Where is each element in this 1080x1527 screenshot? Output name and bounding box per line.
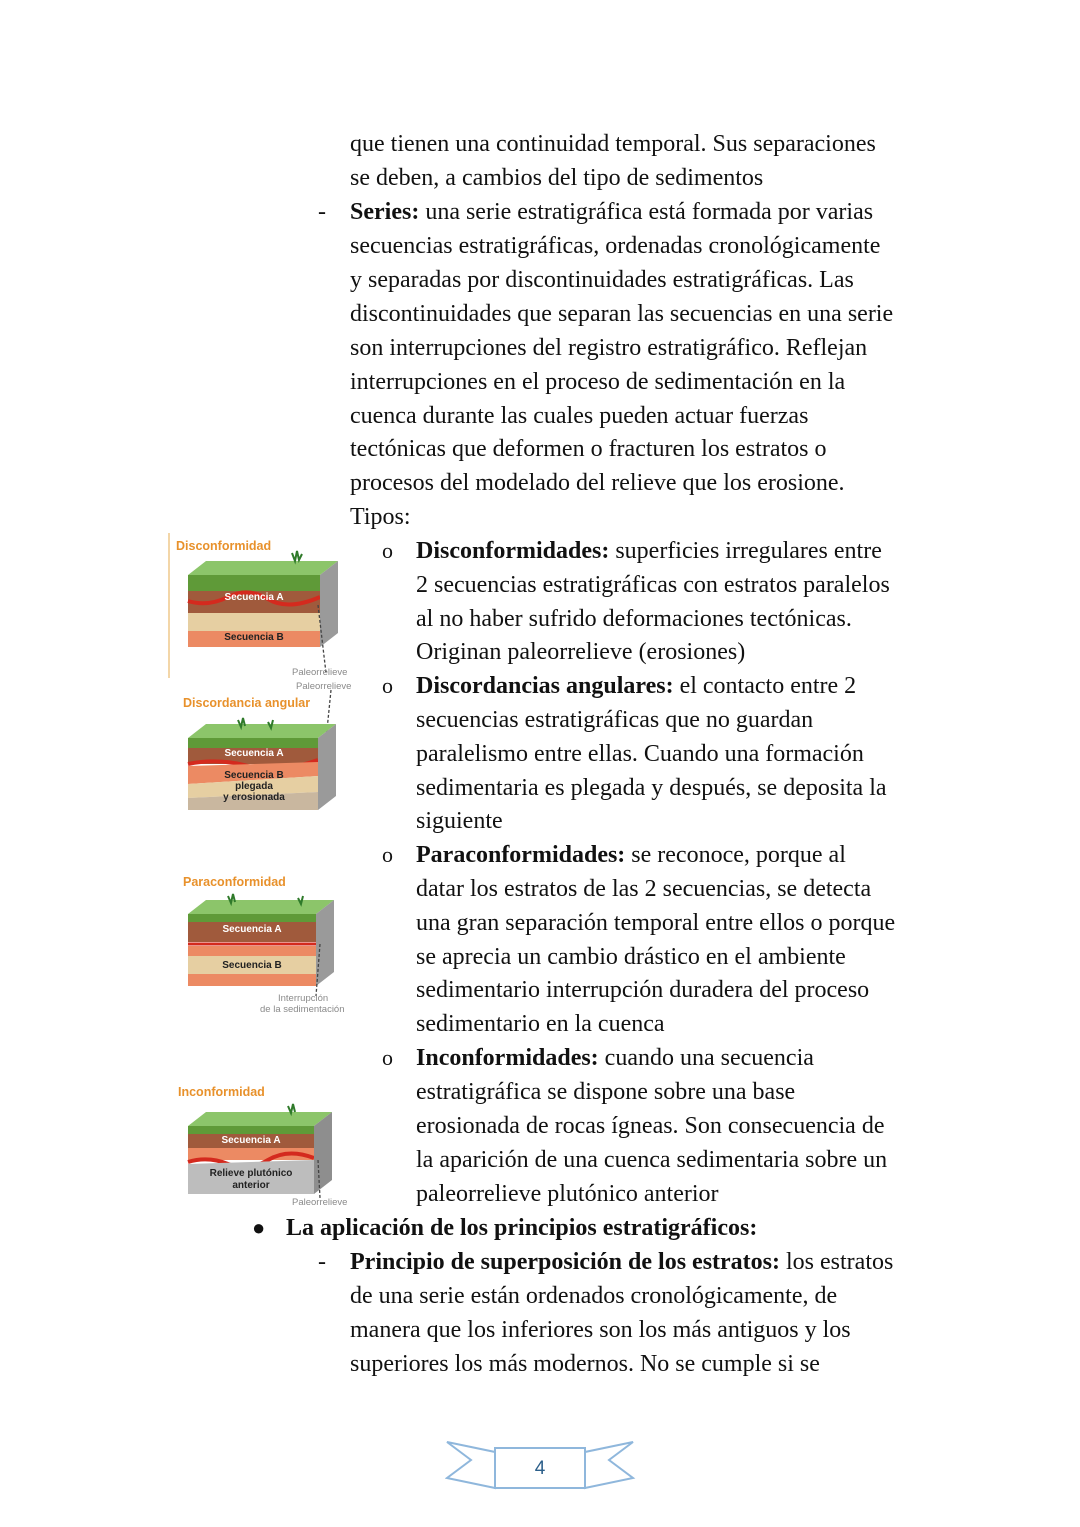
superposition-line: manera que los inferiores son los más antiguos y los bbox=[350, 1317, 851, 1343]
type-line-1 bbox=[416, 838, 846, 872]
relieve-line: Relieve plutónico bbox=[209, 1168, 293, 1179]
sequence-a-label: Secuencia A bbox=[222, 924, 282, 935]
type-line: una gran separación temporal entre ellos o porque bbox=[416, 910, 896, 936]
sequence-b-line: y erosionada bbox=[223, 792, 285, 803]
type-line: paralelismo entre ellas. Cuando una formación bbox=[416, 741, 864, 767]
circle-bullet: o bbox=[382, 1045, 393, 1070]
type-line: se aprecia un cambio drástico en el ambiente bbox=[416, 944, 846, 970]
type-line-1 bbox=[416, 1041, 814, 1075]
inconformidad-diagram bbox=[168, 1080, 363, 1215]
sequence-b-line: plegada bbox=[235, 781, 273, 792]
superposition-line-1 bbox=[350, 1245, 893, 1279]
intro-line-1: que tienen una continuidad temporal. Sus separaciones bbox=[350, 131, 876, 157]
type-line: paleorrelieve plutónico anterior bbox=[416, 1181, 719, 1207]
sequence-a-label: Secuencia A bbox=[221, 1135, 281, 1146]
circle-bullet: o bbox=[382, 538, 393, 563]
figure-title: Paraconformidad bbox=[183, 875, 286, 889]
paleorrelieve-label: Paleorrelieve bbox=[292, 667, 348, 678]
type-line: secuencias estratigráficas que no guardan bbox=[416, 707, 814, 733]
bullet-dot: ● bbox=[252, 1215, 266, 1240]
type-line-1 bbox=[416, 534, 882, 568]
circle-bullet: o bbox=[382, 842, 393, 867]
superposition-line: superiores los más modernos. No se cumple si se bbox=[350, 1351, 820, 1377]
type-line: sedimentario interrupción duradera del proceso bbox=[416, 977, 870, 1003]
figure-title: Inconformidad bbox=[178, 1085, 265, 1099]
series-line: son interrupciones del registro estratigráfico. Reflejan bbox=[350, 335, 868, 361]
type-line: sedimentaria es plegada y después, se deposita la bbox=[416, 775, 887, 801]
series-line: secuencias estratigráficas, ordenadas cronológicamente bbox=[350, 233, 881, 259]
series-first-rest: una serie estratigráfica está formada por varias bbox=[419, 199, 874, 225]
superposition-term: Principio de superposición de los estratos: bbox=[350, 1249, 780, 1275]
type-line: Originan paleorrelieve (erosiones) bbox=[416, 639, 746, 665]
series-line: tectónicas que deformen o fracturen los estratos o bbox=[350, 436, 827, 462]
type-line: sedimentario en la cuenca bbox=[416, 1011, 665, 1037]
type-line: datar los estratos de las 2 secuencias, se detecta bbox=[416, 876, 872, 902]
sequence-a-label: Secuencia A bbox=[224, 748, 284, 759]
paleorrelieve-label: Paleorrelieve bbox=[296, 681, 352, 692]
type-first-rest: superficies irregulares entre bbox=[609, 538, 882, 564]
type-line: siguiente bbox=[416, 808, 503, 834]
circle-bullet: o bbox=[382, 673, 393, 698]
type-line: estratigráfica se dispone sobre una base bbox=[416, 1079, 796, 1105]
paraconformidad-diagram bbox=[168, 870, 363, 1020]
type-line: erosionada de rocas ígneas. Son consecuencia de bbox=[416, 1113, 885, 1139]
type-first-rest: se reconoce, porque al bbox=[625, 842, 846, 868]
series-line: interrupciones en el proceso de sedimentación en la bbox=[350, 369, 846, 395]
series-line: procesos del modelado del relieve que los erosione. bbox=[350, 470, 845, 496]
interruption-label: Interrupción bbox=[278, 993, 329, 1004]
sequence-b-label bbox=[188, 770, 320, 803]
type-first-rest: cuando una secuencia bbox=[598, 1045, 814, 1071]
type-term: Discordancias angulares: bbox=[416, 673, 674, 699]
sequence-b-label: Secuencia B bbox=[222, 960, 282, 971]
series-line-1 bbox=[350, 195, 873, 229]
figure-discordancia-angular bbox=[168, 680, 363, 815]
intro-line-2: se deben, a cambios del tipo de sedimentos bbox=[350, 165, 764, 191]
type-line-1 bbox=[416, 669, 856, 703]
sequence-a-label: Secuencia A bbox=[224, 592, 284, 603]
series-line: Tipos: bbox=[350, 504, 411, 530]
type-first-rest: el contacto entre 2 bbox=[673, 673, 857, 699]
superposition-line: de una serie están ordenados cronológicamente, de bbox=[350, 1283, 838, 1309]
page-number: 4 bbox=[534, 1458, 546, 1479]
figure-title: Disconformidad bbox=[176, 539, 272, 553]
sequence-b-label: Secuencia B bbox=[224, 632, 284, 643]
relieve-line: anterior bbox=[232, 1180, 270, 1191]
figure-disconformidad bbox=[168, 533, 363, 695]
type-line: la aparición de una cuenca sedimentaria sobre un bbox=[416, 1147, 888, 1173]
figure-title: Discordancia angular bbox=[183, 696, 311, 710]
sequence-b-line: Secuencia B bbox=[224, 770, 284, 781]
series-term: Series: bbox=[350, 199, 420, 225]
type-term: Inconformidades: bbox=[416, 1045, 599, 1071]
series-line: discontinuidades que separan las secuencias en una serie bbox=[350, 301, 894, 327]
superposition-first-rest: los estratos bbox=[780, 1249, 894, 1275]
type-term: Paraconformidades: bbox=[416, 842, 626, 868]
series-line: y separadas por discontinuidades estratigráficas. Las bbox=[350, 267, 854, 293]
interruption-label: de la sedimentación bbox=[260, 1004, 345, 1015]
figure-paraconformidad bbox=[168, 870, 363, 1020]
type-term: Disconformidades: bbox=[416, 538, 610, 564]
type-line: al no haber sufrido deformaciones tectónicas. bbox=[416, 606, 852, 632]
dash-marker: - bbox=[318, 199, 326, 225]
dash-marker: - bbox=[318, 1249, 326, 1275]
type-line: 2 secuencias estratigráficas con estratos paralelos bbox=[416, 572, 890, 598]
series-line: cuenca durante las cuales pueden actuar fuerzas bbox=[350, 403, 809, 429]
paleorrelieve-label: Paleorrelieve bbox=[292, 1197, 348, 1208]
relieve-label bbox=[188, 1168, 314, 1192]
figure-inconformidad bbox=[168, 1080, 363, 1215]
principles-heading: La aplicación de los principios estratigráficos: bbox=[286, 1215, 758, 1241]
